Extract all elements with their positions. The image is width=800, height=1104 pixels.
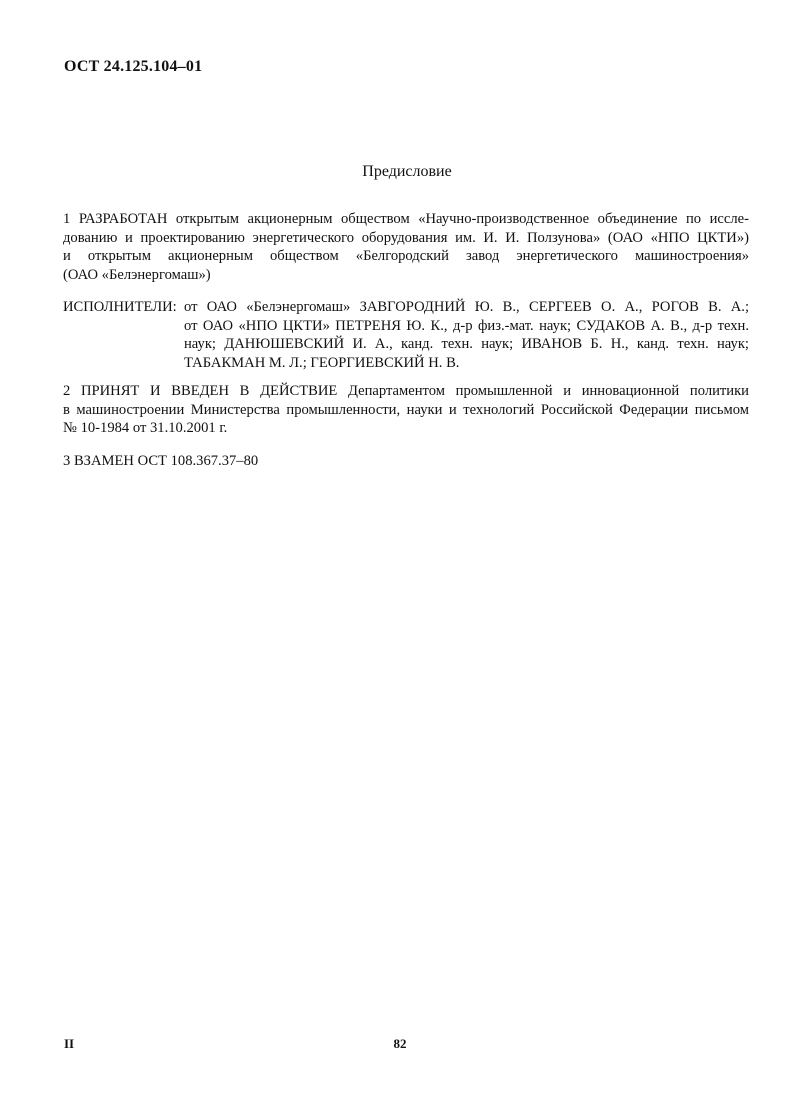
text-line: 1 РАЗРАБОТАН открытым акционерным обществом «Научно-производственное объединение по иссле- xyxy=(63,211,749,227)
text-line: ТАБАКМАН М. Л.; ГЕОРГИЕВСКИЙ Н. В. xyxy=(184,354,460,371)
section-1-developed-by xyxy=(63,210,749,284)
text-line: дованию и проектированию энергетического оборудования им. И. И. Ползунова» (ОАО «НПО ЦКТИ») xyxy=(63,229,749,246)
text-line: 3 ВЗАМЕН ОСТ 108.367.37–80 xyxy=(63,453,259,469)
text-line: (ОАО «Белэнергомаш») xyxy=(63,266,211,283)
performers-list xyxy=(184,298,749,372)
text-line: № 10-1984 от 31.10.2001 г. xyxy=(63,420,228,436)
text-line: в машиностроении Министерства промышленности, науки и технологий Российской Федерации письмом xyxy=(63,401,749,418)
section-3-replaces xyxy=(63,452,749,471)
page-title: Предисловие xyxy=(362,163,452,180)
section-2-adopted xyxy=(63,382,749,438)
document-code: ОСТ 24.125.104–01 xyxy=(64,58,203,75)
text-line: наук; ДАНЮШЕВСКИЙ И. А., канд. техн. наук; ИВАНОВ Б. Н., канд. техн. наук; xyxy=(184,336,749,352)
performers-label: ИСПОЛНИТЕЛИ: xyxy=(63,299,177,315)
text-line: 2 ПРИНЯТ И ВВЕДЕН В ДЕЙСТВИЕ Департаментом промышленной и инновационной политики xyxy=(63,383,749,399)
text-line: и открытым акционерным обществом «Белгородский завод энергетического машиностроения» xyxy=(63,248,749,264)
text-line: от ОАО «НПО ЦКТИ» ПЕТРЕНЯ Ю. К., д-р физ.-мат. наук; СУДАКОВ А. В., д-р техн. xyxy=(184,317,749,334)
roman-page-number: II xyxy=(64,1036,75,1051)
text-line: от ОАО «Белэнергомаш» ЗАВГОРОДНИЙ Ю. В., СЕРГЕЕВ О. А., РОГОВ В. А.; xyxy=(184,299,749,315)
page-number: 82 xyxy=(393,1036,407,1051)
